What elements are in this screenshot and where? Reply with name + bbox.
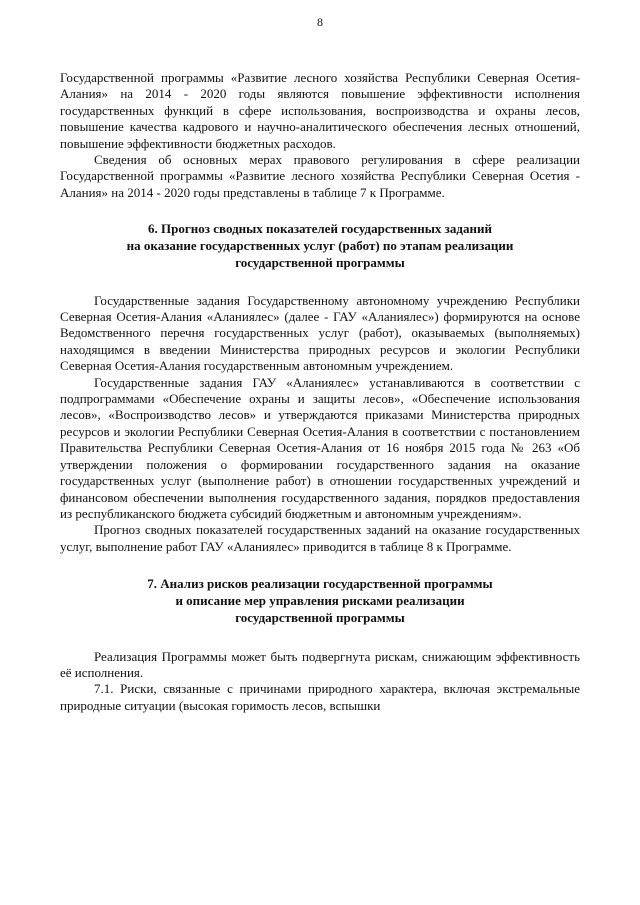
paragraph: Реализация Программы может быть подвергнута рискам, снижающим эффективность её исполнения. xyxy=(60,648,580,680)
heading-line: и описание мер управления рисками реализации xyxy=(175,592,465,608)
paragraph: Государственные задания Государственному автономному учреждению Республики Северная Осетия-Алания «Аланиялес» (далее - ГАУ «Аланиялес») формируются на основе Ведомственного перечня государственных услуг (работ), оказываемых (выполняемых) находящимся в введении Министерства природных ресурсов и экологии Республики Северная Осетия-Алания государственным автономным учреждением. xyxy=(60,292,580,374)
document-body xyxy=(60,70,580,714)
heading-line: государственной программы xyxy=(235,254,405,270)
heading-line: 7. Анализ рисков реализации государственной программы xyxy=(147,576,493,592)
section-heading-6 xyxy=(60,221,580,271)
paragraph: Государственные задания ГАУ «Аланиялес» устанавливаются в соответствии с подпрограммами «Обеспечение охраны и защиты лесов», «Обеспечение использования лесов», «Воспроизводство лесов» и утверждаются приказами Министерства природных ресурсов и экологии Республики Северная Осетия-Алания в соответствии с постановлением Правительства Республики Северная Осетия-Алания от 16 ноября 2015 года № 263 «Об утверждении положения о формировании государственного задания на оказание государственных услуг (выполнение работ) в отношении государственных учреждений и финансовом обеспечении выполнения государственного задания, порядков предоставления из республиканского бюджета субсидий бюджетным и автономным учреждениям». xyxy=(60,374,580,521)
heading-line: государственной программы xyxy=(235,609,405,625)
paragraph: Прогноз сводных показателей государственных заданий на оказание государственных услуг, выполнение работ ГАУ «Аланиялес» приводится в таблице 8 к Программе. xyxy=(60,522,580,554)
paragraph: 7.1. Риски, связанные с причинами природного характера, включая экстремальные природные ситуации (высокая горимость лесов, вспышки xyxy=(60,681,580,713)
paragraph: Государственной программы «Развитие лесного хозяйства Республики Северная Осетия-Алания» на 2014 - 2020 годы являются повышение эффективности исполнения государственных функций в сфере использования, воспроизводства и охраны лесов, повышение качества кадрового и научно-аналитического обеспечения лесных отношений, повышение эффективности бюджетных расходов. xyxy=(60,70,580,151)
paragraph: Сведения об основных мерах правового регулирования в сфере реализации Государственной программы «Развитие лесного хозяйства Республики Северная Осетия - Алания» на 2014 - 2020 годы представлены в таблице 7 к Программе. xyxy=(60,152,580,200)
page-number: 8 xyxy=(317,15,323,29)
heading-line: 6. Прогноз сводных показателей государственных заданий xyxy=(148,221,492,237)
heading-line: на оказание государственных услуг (работ) по этапам реализации xyxy=(126,238,514,254)
section-heading-7 xyxy=(60,576,580,626)
